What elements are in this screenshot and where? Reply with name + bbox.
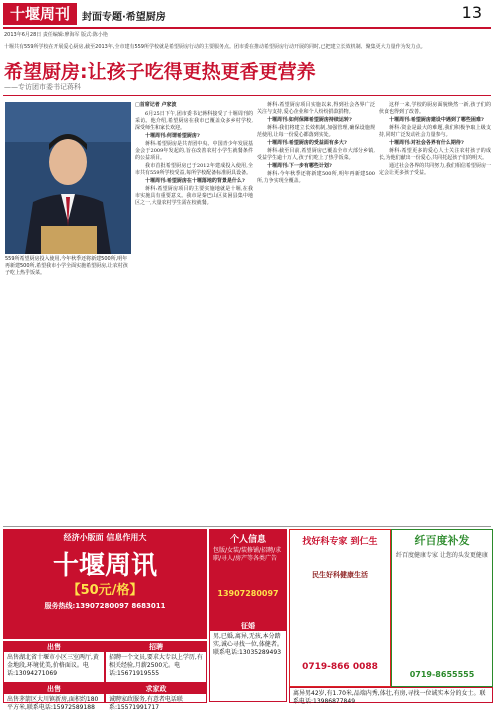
paragraph: 蒋科:今年秋季还将新建500所,明年再新建500所,力争实现全覆盖。 (257, 171, 375, 184)
paragraph: 蒋科:希望厨房项目实施以来,得到社会各界广泛关注与支持,爱心企业和个人纷纷捐款捐物。 (257, 102, 375, 115)
date-line: 2013年6月28日 责任编辑:廖海军 版式:陈小艳 (4, 32, 108, 38)
classified-ad (3, 641, 105, 683)
ad-title: 个人信息 (229, 535, 266, 545)
byline: □首席记者 卢家波 (135, 102, 177, 108)
classified-ad (289, 687, 493, 703)
classified-ad (105, 683, 207, 711)
article-column-2 (257, 102, 375, 522)
ad-phone: 13907280097 (217, 589, 279, 598)
classified-heading: 招聘 (106, 642, 206, 652)
ad-slogan: 经济小版面 信息作用大 (63, 533, 147, 542)
paragraph: 这样一来,学校的厨房面貌焕然一新,孩子们的伙食也得到了改善。 (379, 102, 491, 115)
portrait-photo (5, 102, 131, 254)
question: 十堰周刊:如何保障希望厨房持续运转? (267, 117, 352, 123)
paragraph: 6月25日下午,团市委书记蒋科接受了十堰周刊的采访。他介绍,希望厨房在我市已覆盖众多乡村学校,深受师生和家长欢迎。 (135, 111, 253, 131)
classified-ad (209, 620, 287, 702)
article-column-1 (135, 102, 253, 522)
ad-price: 【50元/格】 (67, 583, 143, 598)
paragraph: 我市首批希望厨房已于2012年建成投入使用,全市共有559所学校受益,每所学校配备标准厨具设备。 (135, 163, 253, 176)
classified-body: 离异男42岁,有1.70米,品端内秀,体壮,有房,寻找一位诚实本分的女士。联系电话:13986877849 (293, 690, 486, 705)
article-subtitle: ——专访团市委书记蒋科 (4, 83, 81, 91)
classified-body: 出售湖北省十堰市小区三室两厅,黄金地段,环境优美,价格面议。电话:13094271069 (7, 654, 99, 677)
ad-body: 民生好科健康生活 (312, 571, 368, 579)
classified-ad (3, 683, 105, 711)
classified-heading: 出售 (4, 642, 104, 652)
hair-ad (391, 529, 493, 687)
paragraph: 蒋科:希望厨房项目的主要实施地就是十堰,在我市实施具有重要意义。我市是秦巴山区贫困县集中地区之一,大量农村学生需在校就餐。 (135, 186, 253, 206)
question: 十堰周刊:希望厨房建设中遇到了哪些困难? (389, 117, 484, 123)
paragraph: 蒋科:我们将建立长效机制,加强管理,确保设施规范使用,让每一份爱心都落到实处。 (257, 125, 375, 138)
section-title: 封面专题·希望厨房 (82, 12, 166, 23)
paragraph: 蒋科:希望更多的爱心人士关注农村孩子的成长,为他们献出一份爱心,共同托起孩子们的明天。 (379, 148, 491, 161)
page-header (0, 0, 494, 28)
classified-ad (105, 641, 207, 683)
header-rule (3, 27, 491, 29)
ad-title: 纤百度补发 (414, 534, 470, 547)
classified-body: 诚聘家政服务,有意者电话联系:15571991717 (109, 696, 183, 711)
classified-body: 男,已婚,离异,无孩,本分踏实,诚心寻找一位,体健者。联系电话:13035289493 (213, 633, 283, 656)
ad-phone: 0719-8655555 (409, 670, 475, 679)
clinic-ad (289, 529, 391, 687)
paragraph: 蒋科:截至目前,希望厨房已覆盖全市大部分乡镇,受益学生逾十万人,孩子们吃上了热乎饭菜。 (257, 148, 375, 161)
classified-heading: 征婚 (210, 621, 286, 631)
masthead-logo: 十堰周刊 (3, 3, 77, 25)
article-column-3 (379, 102, 491, 522)
weekly-ad (3, 529, 207, 639)
ad-separator (3, 526, 491, 527)
ad-phone: 0719-866 0088 (302, 662, 378, 672)
question: 十堰周刊:对社会各界有什么期待? (389, 140, 464, 146)
paragraph: 蒋科:希望厨房是共青团中央、中国青少年发展基金会于2009年发起的,旨在改善农村小学生就餐条件的公益项目。 (135, 141, 253, 161)
title-rule (3, 95, 491, 96)
article-summary: 十堰共有559所学校在开展爱心厨房,截至2013年,全市建有559所学校就是希望厨房行动的主要服务点。团市委在推动希望厨房行动开展的同时,已把建立长效机制、聚集更大力量作为发力点。 (4, 44, 426, 50)
page-number: 13 (461, 3, 482, 22)
paragraph: 通过社会各界的共同努力,我们相信希望厨房一定会让更多孩子受益。 (379, 163, 491, 176)
question: 十堰周刊:何谓希望厨房? (145, 133, 200, 139)
question: 十堰周刊:希望厨房的受益面有多大? (267, 140, 347, 146)
ad-body: 纤百度健康专家 让您的头发更健康 (396, 552, 488, 559)
classified-body: 出售茅箭区大川镇新房,面积约180平方米,联系电话:15972589188 (7, 696, 99, 711)
ad-title: 找好科专家 到仁生 (302, 537, 378, 547)
classified-heading: 求家政 (106, 684, 206, 694)
classified-body: 招聘一个文员,要求大专以上学历,有相关经验,月薪2500元。电话:15671919555 (109, 654, 203, 677)
article-title: 希望厨房:让孩子吃得更热更香更营养 (4, 61, 316, 83)
question: 十堰周刊:下一步有哪些计划? (267, 163, 332, 169)
ad-phone: 服务热线:13907280097 8683011 (44, 602, 166, 610)
ad-body: 包版/女装/装修铺/招聘/求职/寻人/房产等各类广告 (213, 547, 282, 562)
photo-caption: 559所希望厨房投入使用,今年秋季还将新建500所,明年再新建500所,希望我市小学全面实施希望厨房,让农村孩子吃上热乎饭菜。 (5, 256, 128, 276)
ad-brand: 十堰周讯 (52, 551, 157, 581)
paragraph: 蒋科:资金是最大的难题,我们积极争取上级支持,同时广泛发动社会力量参与。 (379, 125, 491, 138)
classified-heading: 出售 (4, 684, 104, 694)
question: 十堰周刊:希望厨房在十堰落地的背景是什么? (145, 178, 245, 184)
